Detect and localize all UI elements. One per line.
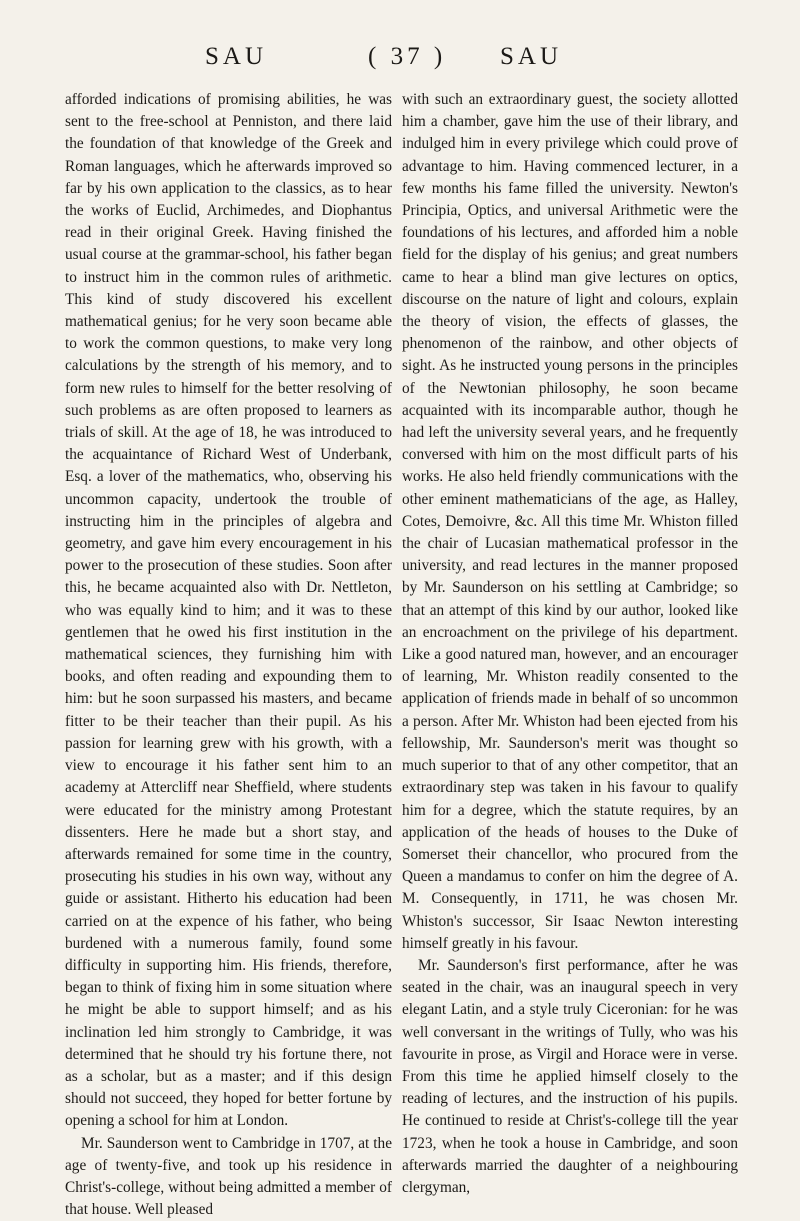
right-paragraph-2: Mr. Saunderson's first performance, after he was seated in the chair, was an inaugural speech in very elegant Latin, and a style truly Ciceronian: for he was well conversant in the writings of Tully, who was his favourite in prose, as Virgil and Horace were in verse. From this time he applied himself closely to the reading of lectures, and the instruction of his pupils. He continued to reside at Christ's-college till the year 1723, when he took a house in Cambridge, and soon afterwards married the daughter of a neighbouring clergyman, (402, 956, 738, 1196)
right-paragraph-1: with such an extraordinary guest, the society allotted him a chamber, gave him the use of their library, and indulged him in every privilege which could prove of advantage to him. Having commenced lecturer, in a few months his fame filled the university. Newton's Principia, Optics, and universal Arithmetic were the foundations of his lectures, and afforded him a noble field for the display of his genius; and great numbers came to hear a blind man give lectures on optics, discourse on the nature of light and colours, explain the theory of vision, the effects of glasses, the phenomenon of the rainbow, and other objects of sight. As he instructed young persons in the principles of the Newtonian philosophy, he soon became acquainted with its incomparable author, though he had left the university several years, and he frequently conversed with him on the most difficult parts of his works. He also held friendly communications with the other eminent mathematicians of the age, as Halley, Cotes, Demoivre, &c. All this time Mr. Whiston filled the chair of Lucasian mathematical professor in the university, and read lectures in the manner proposed by Mr. Saunderson on his settling at Cambridge; so that an attempt of this kind by our author, looked like an encroachment on the privilege of his department. Like a good natured man, however, and an encourager of learning, Mr. Whiston readily consented to the application of friends made in behalf of so uncommon a person. After Mr. Whiston had been ejected from his fellowship, Mr. Saunderson's merit was thought so much superior to that of any other competitor, that an extraordinary step was taken in his favour to qualify him for a degree, which the statute requires, by an application of the heads of houses to the Duke of Somerset their chancellor, who procured from the Queen a mandamus to confer on him the degree of A. M. Consequently, in 1711, he was chosen Mr. Whiston's successor, Sir Isaac Newton interesting himself greatly in his favour. (402, 91, 738, 952)
page-number: ( 37 ) (368, 43, 447, 70)
left-paragraph-2: Mr. Saunderson went to Cambridge in 1707, at the age of twenty-five, and took up his residence in Christ's-college, without being admitted a member of that house. Well pleased (65, 1134, 392, 1219)
left-column (65, 89, 392, 1221)
header-left: SAU (205, 43, 268, 70)
header-right: SAU (500, 43, 563, 70)
running-header (0, 43, 800, 77)
right-column (402, 89, 738, 1199)
left-paragraph-1: afforded indications of promising abilities, he was sent to the free-school at Penniston, and there laid the foundation of that knowledge of the Greek and Roman languages, which he afterwards improved so far by his own application to the classics, as to hear the works of Euclid, Archimedes, and Diophantus read in their original Greek. Having finished the usual course at the grammar-school, his father began to instruct him in the common rules of arithmetic. This kind of study discovered his excellent mathematical genius; for he very soon became able to work the common questions, to make very long calculations by the strength of his memory, and to form new rules to himself for the better resolving of such problems as are often proposed to learners as trials of skill. At the age of 18, he was introduced to the acquaintance of Richard West of Underbank, Esq. a lover of the mathematics, who, observing his uncommon capacity, undertook the trouble of instructing him in the principles of algebra and geometry, and gave him every encouragement in his power to the prosecution of these studies. Soon after this, he became acquainted also with Dr. Nettleton, who was equally kind to him; and it was to these gentlemen that he owed his first institution in the mathematical sciences, they furnishing him with books, and often reading and expounding them to him: but he soon surpassed his masters, and became fitter to be their teacher than their pupil. As his passion for learning grew with his growth, with a view to encourage it his father sent him to an academy at Attercliff near Sheffield, where students were educated for the ministry among Protestant dissenters. Here he made but a short stay, and afterwards remained for some time in the country, prosecuting his studies in his own way, without any guide or assistant. Hitherto his education had been carried on at the expence of his father, who being burdened with a numerous family, found some difficulty in supporting him. His friends, therefore, began to think of fixing him in some situation where he might be able to support himself; and as his inclination led him strongly to Cambridge, it was determined that he should try his fortune there, not as a scholar, but as a master; and if this design should not succeed, they hoped for better fortune by opening a school for him at London. (65, 91, 392, 1130)
